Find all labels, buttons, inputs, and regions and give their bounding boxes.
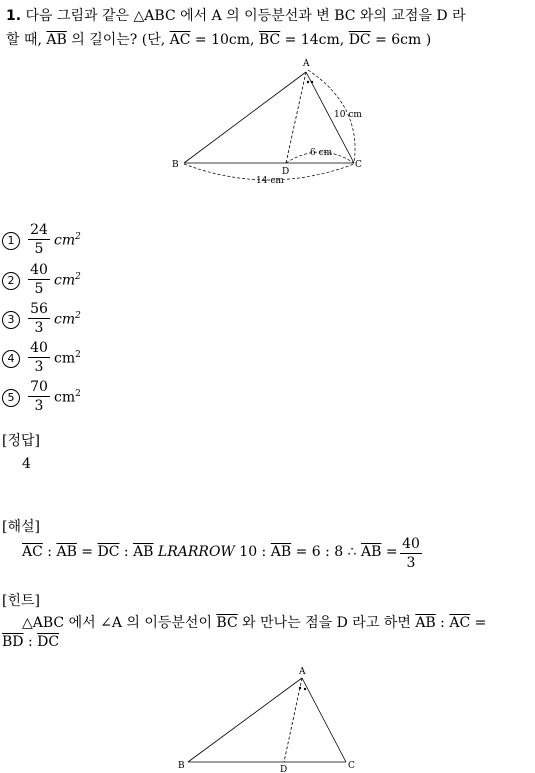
hint-heading: [힌트] <box>2 593 40 609</box>
expl-rest: = 6 : 8 ∴ <box>291 544 361 560</box>
side-ab <box>184 72 306 163</box>
expl-ten: 10 : <box>239 544 271 560</box>
fig2-label-c: C <box>348 761 355 771</box>
expl-dc: $\overline{DC}$ <box>97 544 120 560</box>
angle-mark-1 <box>307 81 309 83</box>
length-dc: 6 cm <box>310 148 333 158</box>
option-1-fraction <box>28 222 50 257</box>
option-5-fraction <box>28 379 50 414</box>
question-line-2 <box>6 28 531 52</box>
expl-colon-1: : <box>42 544 57 560</box>
option-5-exponent: 2 <box>75 389 81 399</box>
fig2-side-ac <box>302 678 346 762</box>
expl-denominator: 3 <box>406 555 416 571</box>
fig2-side-ab <box>188 678 302 762</box>
q-text-a: 할 때, <box>6 32 47 48</box>
hint-line-2: $\overline{BD}$ : $\overline{DC}$ <box>2 634 60 650</box>
triangle-figure-1 <box>170 56 370 186</box>
answer-heading: [정답] <box>2 433 40 449</box>
label-d: D <box>282 167 290 177</box>
option-4-marker: 4 <box>2 350 20 368</box>
option-1-marker: 1 <box>2 232 20 250</box>
length-ac: 10 cm <box>334 110 362 120</box>
option-3-unit <box>54 311 81 328</box>
fig2-label-a: A <box>299 667 306 677</box>
question-line-1 <box>6 4 531 28</box>
option-4-unit <box>54 350 81 367</box>
hint-line-1: △ABC 에서 ∠A 의 이등분선이 $\overline{BC}$ 와 만나는 점을 D 라고 하면 $\overline{AB}$ : $\overline{AC}$ = <box>22 615 487 631</box>
option-3-exponent: 2 <box>75 311 81 321</box>
hint-text-a: △ABC 에서 ∠A 의 이등분선이 <box>22 615 217 631</box>
option-1-denominator: 5 <box>34 241 44 257</box>
fig2-label-b: B <box>178 761 185 771</box>
option-3-marker: 3 <box>2 311 20 329</box>
option-5-denominator: 3 <box>34 398 44 414</box>
hint-ab: $\overline{AB}$ <box>415 615 436 631</box>
segment-dc: $\overline{DC}$ <box>348 32 371 48</box>
expl-arrow: LRARROW <box>153 544 240 560</box>
expl-ab: $\overline{AB}$ <box>56 544 77 560</box>
label-c: C <box>355 160 362 170</box>
segment-ac: $\overline{AC}$ <box>169 32 191 48</box>
expl-ac: $\overline{AC}$ <box>22 544 43 560</box>
answer-value: 4 <box>22 456 31 472</box>
q-text-d: = 14cm, <box>280 32 349 48</box>
option-2-fraction <box>28 262 50 297</box>
option-1-exponent: 2 <box>75 232 81 242</box>
hint-bc: $\overline{BC}$ <box>216 615 238 631</box>
fig2-angle-mark-1 <box>299 687 301 689</box>
hint-dc: $\overline{DC}$ <box>37 634 60 650</box>
fig2-label-d: D <box>280 765 288 773</box>
option-1-unit-text: cm <box>54 232 76 249</box>
angle-mark-2 <box>311 81 313 83</box>
option-2-marker: 2 <box>2 272 20 290</box>
option-3-denominator: 3 <box>34 320 44 336</box>
option-3-unit-text: cm <box>54 311 76 328</box>
expl-eq-2: = <box>381 544 398 560</box>
expl-numerator: 40 <box>402 536 420 552</box>
option-2-numerator: 40 <box>30 262 48 278</box>
explanation-fraction <box>400 536 422 571</box>
expl-ab-4: $\overline{AB}$ <box>361 544 382 560</box>
label-a: A <box>303 59 310 69</box>
option-4-fraction <box>28 340 50 375</box>
hint-text-b: 와 만나는 점을 D 라고 하면 <box>237 615 416 631</box>
option-4-unit-text: cm <box>54 350 76 367</box>
hint-ac: $\overline{AC}$ <box>449 615 471 631</box>
segment-ab: $\overline{AB}$ <box>46 32 67 48</box>
explanation-formula <box>22 536 522 572</box>
option-5-unit-text: cm <box>54 389 76 406</box>
option-4-denominator: 3 <box>34 359 44 375</box>
option-2-unit-text: cm <box>54 272 76 289</box>
question-text <box>6 4 531 52</box>
expl-ab-2: $\overline{AB}$ <box>133 544 154 560</box>
hint-bd: $\overline{BD}$ <box>2 634 24 650</box>
question-number: 1. <box>6 8 22 24</box>
option-2-unit <box>54 272 81 289</box>
option-3-fraction <box>28 301 50 336</box>
fig2-bisector <box>284 678 302 762</box>
option-2-denominator: 5 <box>34 281 44 297</box>
q-text-c: = 10cm, <box>190 32 259 48</box>
option-1-numerator: 24 <box>30 222 48 238</box>
segment-bc: $\overline{BC}$ <box>258 32 281 48</box>
fig2-angle-mark-2 <box>304 688 306 690</box>
label-b: B <box>172 160 179 170</box>
option-2-exponent: 2 <box>75 272 81 282</box>
option-4-numerator: 40 <box>30 340 48 356</box>
option-3-numerator: 56 <box>30 301 48 317</box>
explanation-heading: [해설] <box>2 519 40 535</box>
bisector-ad <box>286 72 306 163</box>
q-text-b: 의 길이는? (단, <box>66 32 170 48</box>
question-line-1-text: 다음 그림과 같은 △ABC 에서 A 의 이등분선과 변 BC 와의 교점을 D 라 <box>25 8 466 24</box>
option-5-numerator: 70 <box>30 379 48 395</box>
option-5-unit <box>54 389 81 406</box>
expl-ab-3: $\overline{AB}$ <box>270 544 292 560</box>
explanation-formula-text <box>22 544 398 560</box>
q-text-e: = 6cm ) <box>370 32 432 48</box>
option-5-marker: 5 <box>2 389 20 407</box>
expl-colon-2: : <box>119 544 134 560</box>
expl-eq-1: = <box>76 544 98 560</box>
length-bc: 14 cm <box>256 176 284 186</box>
option-1-unit <box>54 232 81 249</box>
option-4-exponent: 2 <box>75 350 81 360</box>
triangle-figure-2 <box>176 664 366 773</box>
